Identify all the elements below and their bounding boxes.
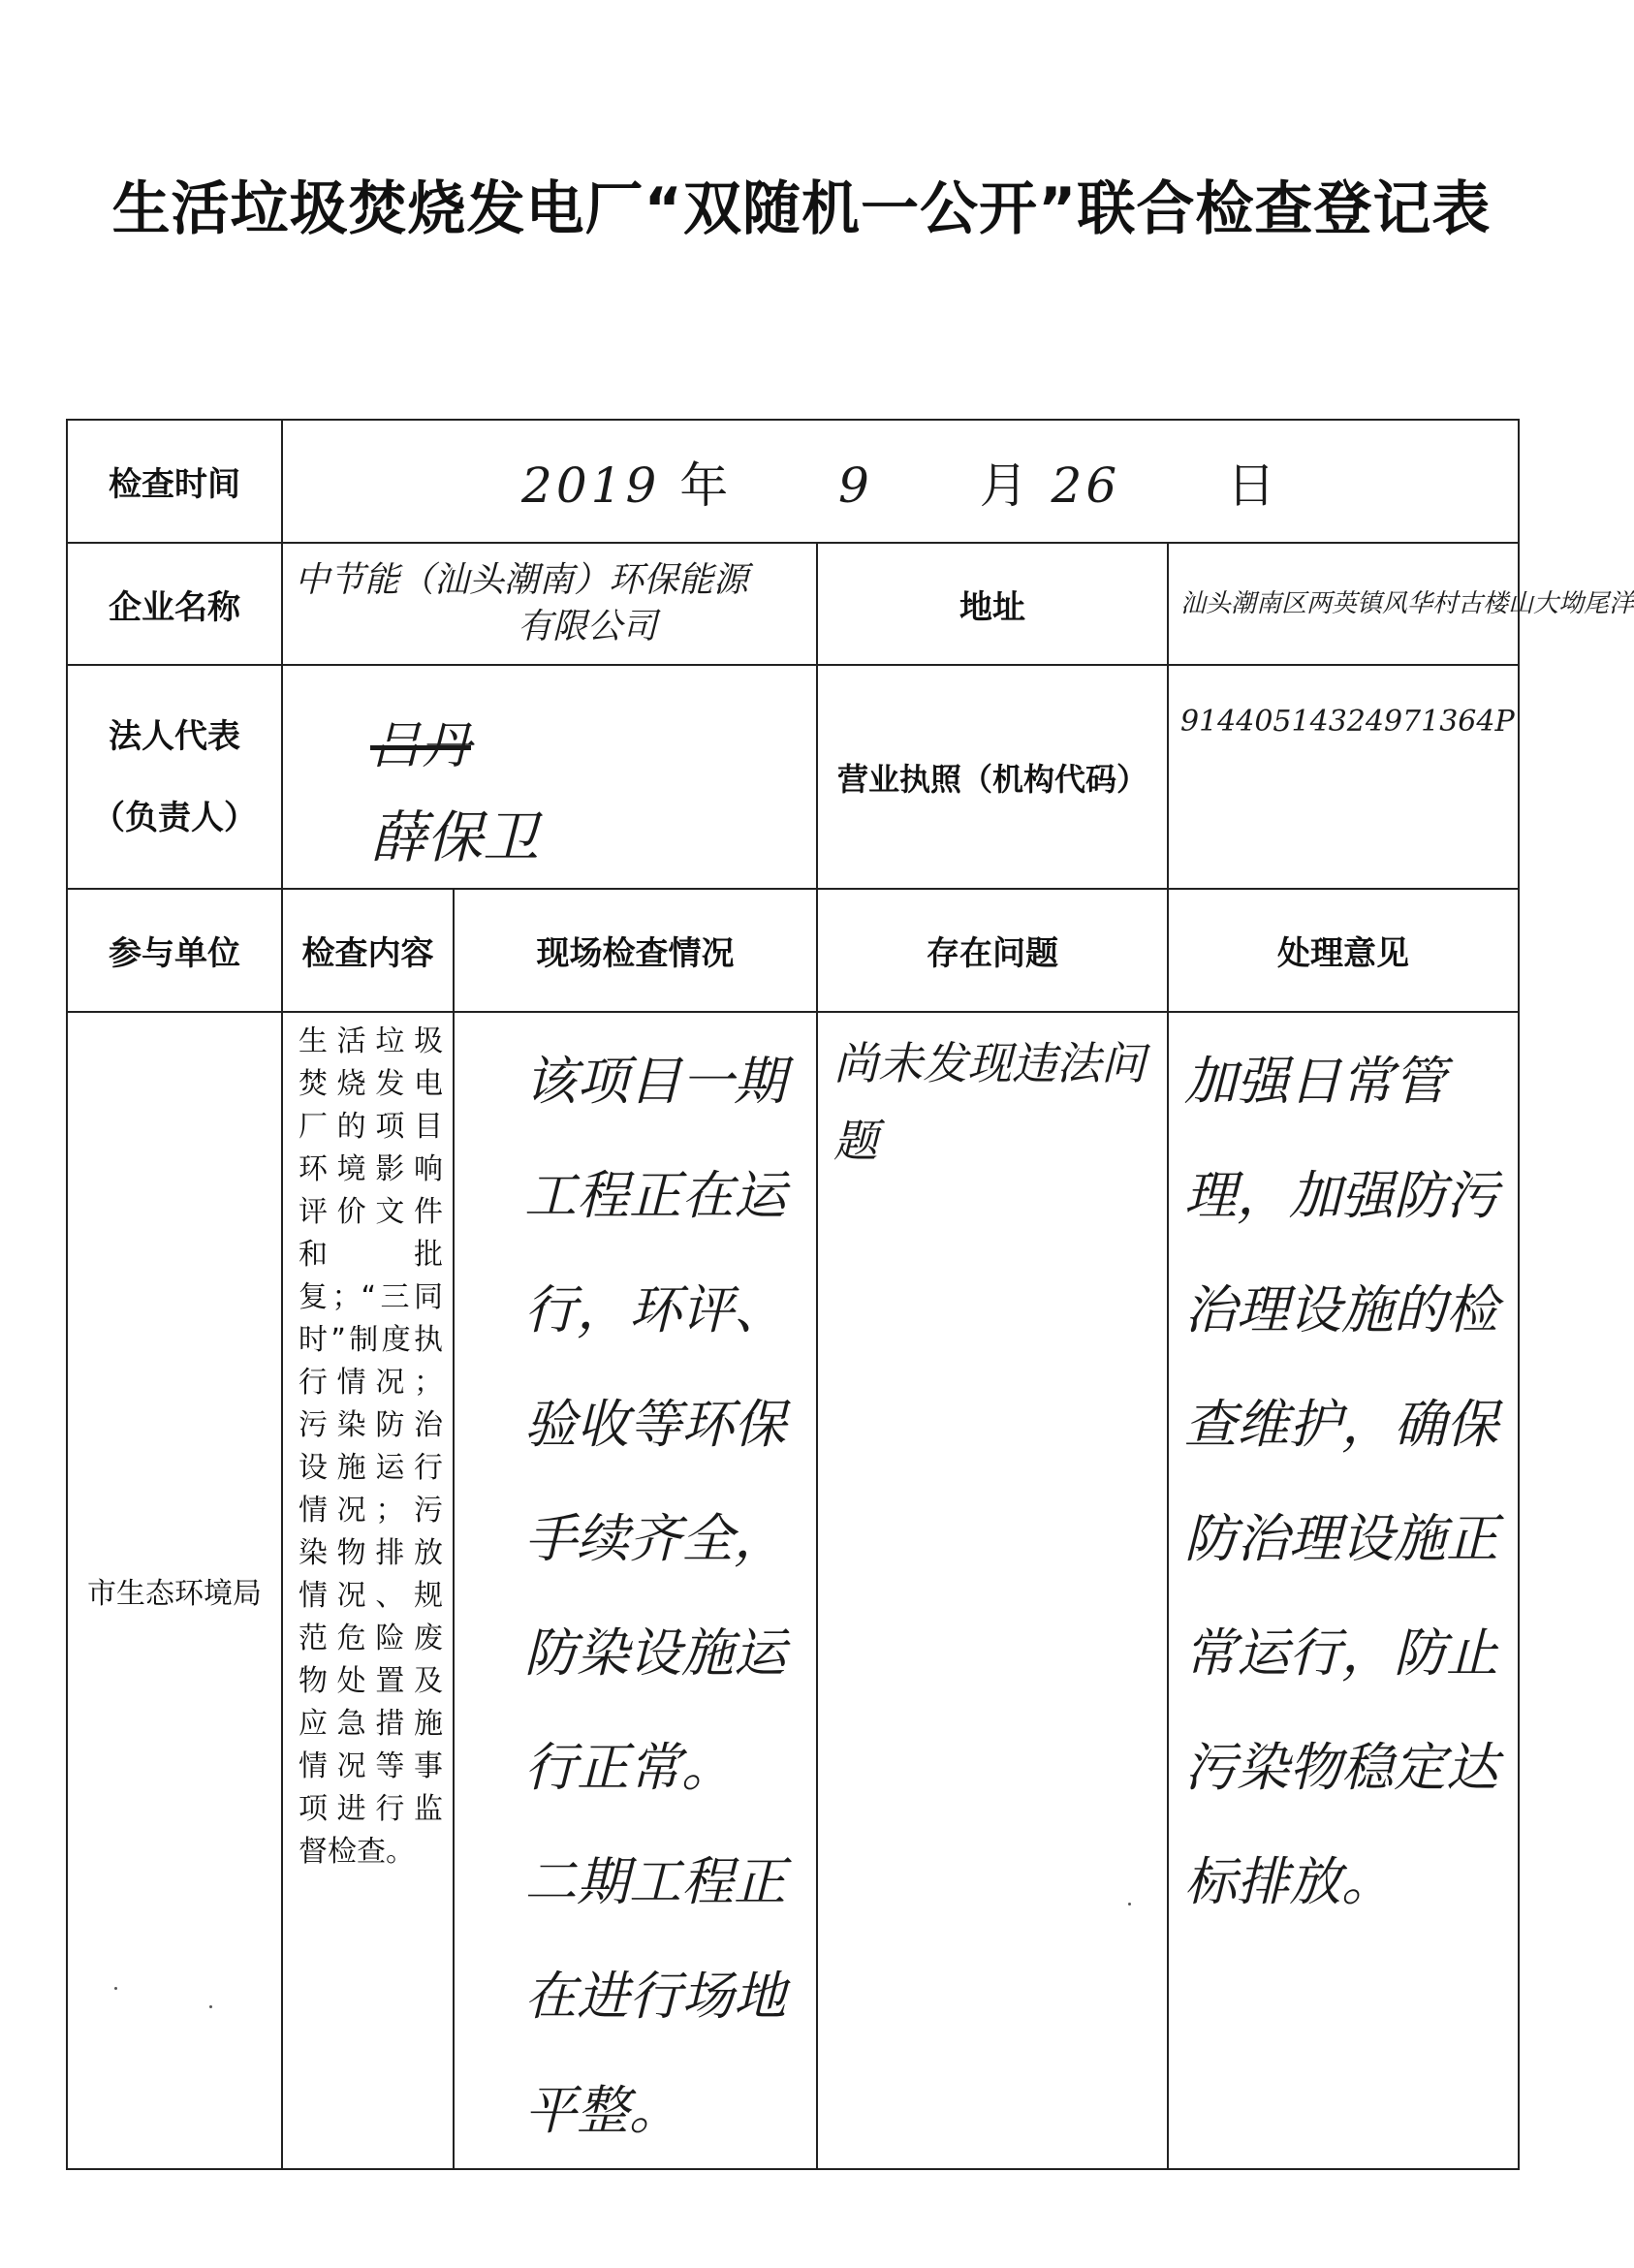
handling-opinion: 加强日常管理，加强防污治理设施的检查维护，确保防治理设施正常运行，防止污染物稳定达标排放。 <box>1168 1012 1519 2169</box>
row-inspection-body <box>67 1012 1519 2169</box>
legal-rep-label-line1: 法人代表 <box>109 716 240 756</box>
inspection-scope-text: 生活垃圾焚烧发电厂的项目环境影响评价文件和批复；“三同时”制度执行情况；污染防治设施运行情况；污染物排放情况、规范危险废物处置及应急措施情况等事项进行监督检查。 <box>282 1012 454 2169</box>
row-column-headers <box>67 889 1519 1012</box>
date-month-unit: 月 <box>979 457 1032 514</box>
issues-found: 尚未发现违法问题 <box>817 1012 1168 2169</box>
date-month: 9 <box>838 457 873 514</box>
form-title: 生活垃圾焚烧发电厂“双随机一公开”联合检查登记表 <box>111 175 1492 243</box>
onsite-finding-1: 该项目一期工程正在运行，环评、验收等环保手续齐全，防染设施运行正常。 <box>524 1051 786 1798</box>
legal-rep-label <box>67 665 282 889</box>
onsite-findings <box>454 1012 817 2169</box>
legal-rep-label-line2: （负责人） <box>92 798 257 837</box>
inspection-date-value <box>282 420 1519 543</box>
row-inspection-time <box>67 420 1519 543</box>
company-name-value <box>282 543 817 665</box>
scan-speck <box>114 1987 117 1990</box>
inspection-time-label: 检查时间 <box>67 420 282 543</box>
company-name-line1: 中节能（汕头潮南）环保能源 <box>295 560 749 600</box>
onsite-finding-2: 二期工程正在进行场地平整。 <box>524 1851 786 2141</box>
scan-speck <box>209 2005 212 2008</box>
participant-unit: 市生态环境局 <box>67 1012 282 2169</box>
date-year: 2019 <box>521 457 661 514</box>
legal-rep-name: 薛保卫 <box>370 804 540 870</box>
legal-rep-crossed-out: 吕丹 <box>370 717 472 775</box>
onsite-header: 现场检查情况 <box>454 889 817 1012</box>
opinion-header: 处理意见 <box>1168 889 1519 1012</box>
issues-header: 存在问题 <box>817 889 1168 1012</box>
company-name-line2: 有限公司 <box>518 607 658 646</box>
date-year-unit: 年 <box>679 457 733 514</box>
scan-speck <box>1128 1903 1131 1906</box>
date-day: 26 <box>1051 457 1121 514</box>
row-company <box>67 543 1519 665</box>
inspection-content-header: 检查内容 <box>282 889 454 1012</box>
license-label: 营业执照（机构代码） <box>817 665 1168 889</box>
legal-rep-value <box>282 665 817 889</box>
license-code-value: 91440514324971364P <box>1168 665 1519 889</box>
date-day-unit: 日 <box>1226 457 1279 514</box>
company-name-label: 企业名称 <box>67 543 282 665</box>
participant-header: 参与单位 <box>67 889 282 1012</box>
row-legal-rep <box>67 665 1519 889</box>
address-label: 地址 <box>817 543 1168 665</box>
inspection-form-table <box>66 419 1634 2170</box>
address-value: 汕头潮南区两英镇风华村古楼山大坳尾洋 <box>1168 543 1519 665</box>
